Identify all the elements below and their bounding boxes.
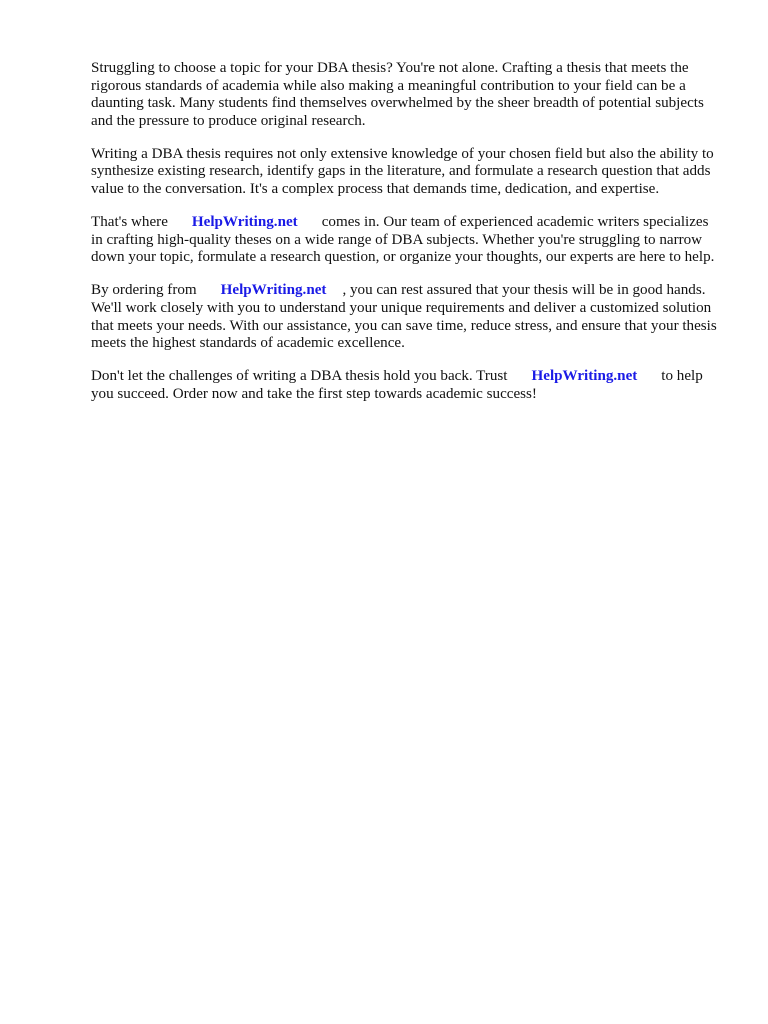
paragraph-intro: Struggling to choose a topic for your DBA thesis? You're not alone. Crafting a thesis that meets the rigorous standards of academia while also making a meaningful contribution to your field can be a daunting task. Many students find themselves overwhelmed by the sheer breadth of potential subjects and the pressure to produce original research. — [91, 60, 704, 129]
document-body — [91, 60, 721, 419]
paragraph-ordering-lead: By ordering from — [91, 282, 197, 299]
paragraph-closing-lead: Don't let the challenges of writing a DBA thesis hold you back. Trust — [91, 368, 508, 385]
helpwriting-link-3[interactable]: HelpWriting.net — [531, 368, 638, 385]
paragraph-closing — [91, 368, 721, 403]
helpwriting-link-2[interactable]: HelpWriting.net — [220, 282, 327, 299]
paragraph-service-rest: comes in. Our team of experienced academic writers specializes in crafting high-quality theses on a wide range of DBA subjects. Whether you're struggling to narrow down your topic, formulate a research question, or organize your thoughts, our experts are here to help. — [91, 214, 715, 266]
paragraph-ordering-rest: , you can rest assured that your thesis will be in good hands. We'll work closely with you to understand your unique requirements and deliver a customized solution that meets your needs. With our assistance, you can save time, reduce stress, and ensure that your thesis meets the highest standards of academic excellence. — [91, 282, 717, 352]
paragraph-service-lead: That's where — [91, 214, 168, 231]
helpwriting-link-1[interactable]: HelpWriting.net — [191, 214, 298, 231]
paragraph-service — [91, 214, 721, 267]
paragraph-closing-rest: to help you succeed. Order now and take the first step towards academic success! — [91, 368, 703, 402]
paragraph-ordering — [91, 282, 721, 352]
paragraph-requirements: Writing a DBA thesis requires not only extensive knowledge of your chosen field but also the ability to synthesize existing research, identify gaps in the literature, and formulate a research question that adds value to the conversation. It's a complex process that demands time, dedication, and expertise. — [91, 145, 714, 198]
